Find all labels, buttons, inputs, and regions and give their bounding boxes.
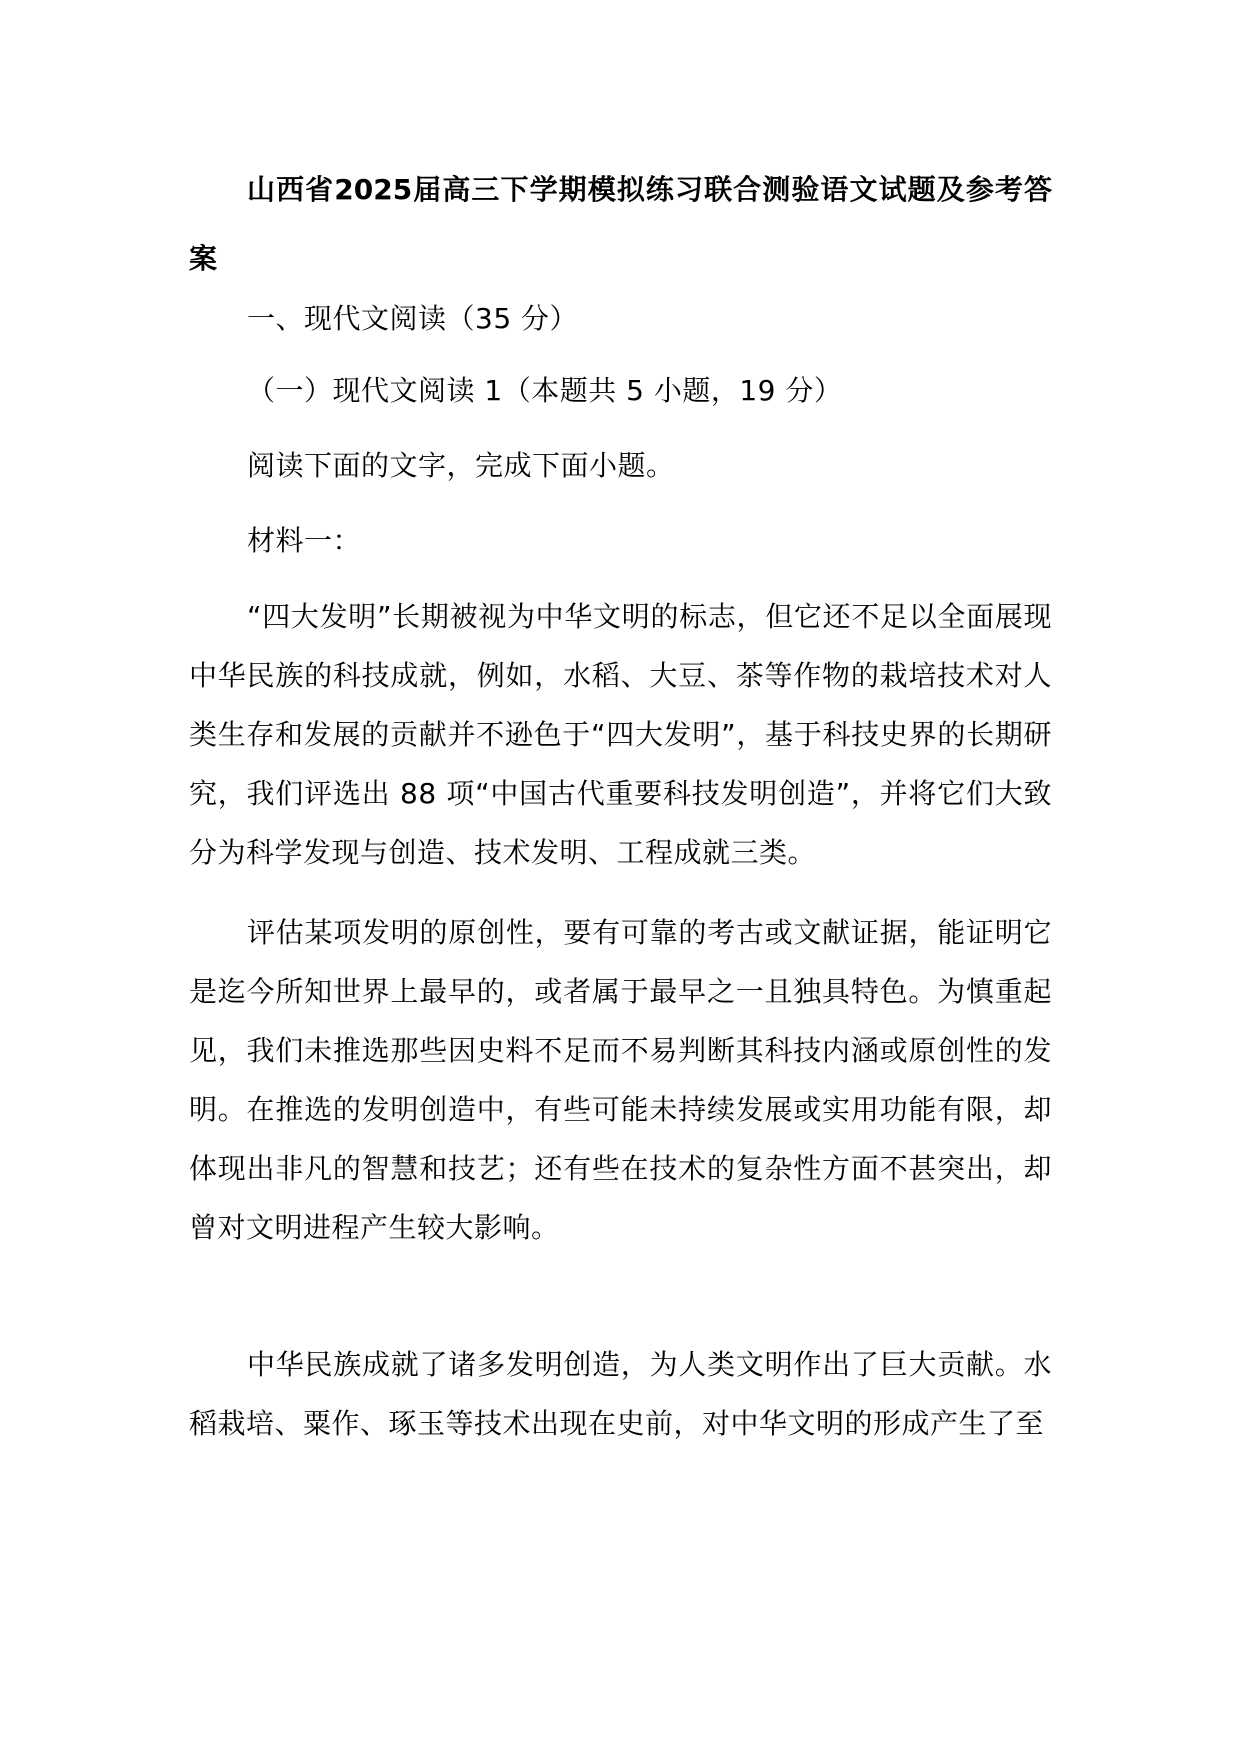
reading-instruction: 阅读下面的文字，完成下面小题。 <box>247 449 675 482</box>
material-label: 材料一： <box>247 524 362 557</box>
body-paragraph: 评估某项发明的原创性，要有可靠的考古或文献证据，能证明它是迄今所知世界上最早的，或者属于最早之一且独具特色。为慎重起见，我们未推选那些因史料不足而不易判断其科技内涵或原创性的发明。在推选的发明创造中，有些可能未持续发展或实用功能有限，却体现出非凡的智慧和技艺；还有些在技术的复杂性方面不甚突出，却曾对文明进程产生较大影响。 <box>189 916 1052 1244</box>
section-heading: 一、现代文阅读（35 分） <box>247 302 579 335</box>
document-title: 山西省2025届高三下学期模拟练习联合测验语文试题及参考答案 <box>189 173 1052 275</box>
subsection-heading: （一）现代文阅读 1（本题共 5 小题，19 分） <box>247 374 843 407</box>
body-paragraph: 中华民族成就了诸多发明创造，为人类文明作出了巨大贡献。水稻栽培、粟作、琢玉等技术出现在史前，对中华文明的形成产生了至 <box>189 1348 1052 1440</box>
body-paragraph: “四大发明”长期被视为中华文明的标志，但它还不足以全面展现中华民族的科技成就，例如，水稻、大豆、茶等作物的栽培技术对人类生存和发展的贡献并不逊色于“四大发明”，基于科技史界的长期研究，我们评选出 88 项“中国古代重要科技发明创造”，并将它们大致分为科学发现与创造、技术发明、工程成就三类。 <box>189 600 1052 869</box>
